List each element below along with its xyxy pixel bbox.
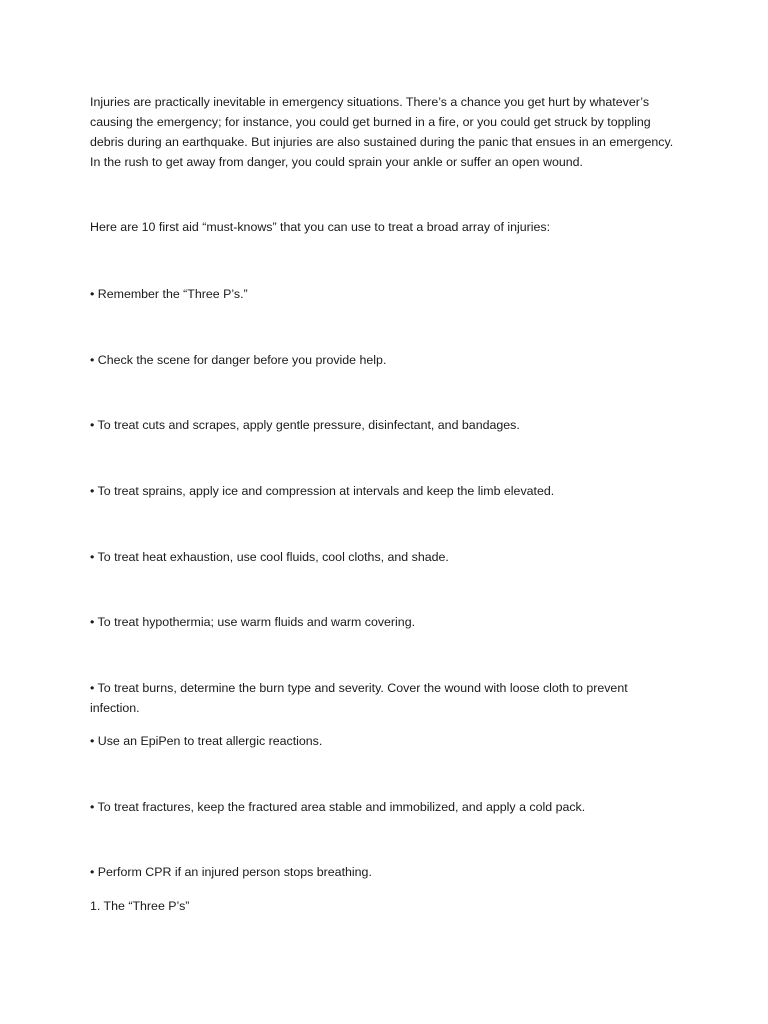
intro-paragraph: Injuries are practically inevitable in emergency situations. There’s a chance you get hurt by whatever’s causing the emergency; for instance, you could get burned in a fire, or you could get struck by toppling debris during an earthquake. But injuries are also sustained during the panic that ensues in an emergency. In the rush to get away from danger, you could sprain your ankle or suffer an open wound. (90, 95, 674, 169)
bullet-item: • To treat sprains, apply ice and compression at intervals and keep the limb elevated. (90, 484, 555, 498)
section-heading: 1. The “Three P’s” (90, 899, 190, 913)
bullet-item: • To treat cuts and scrapes, apply gentle pressure, disinfectant, and bandages. (90, 418, 520, 432)
bullet-item: • To treat heat exhaustion, use cool fluids, cool cloths, and shade. (90, 550, 449, 564)
bullet-item: • To treat burns, determine the burn type and severity. Cover the wound with loose cloth to prevent infection. (90, 681, 628, 715)
bullet-item: • To treat fractures, keep the fractured area stable and immobilized, and apply a cold pack. (90, 800, 586, 814)
bullet-item: • Remember the “Three P’s.” (90, 287, 248, 301)
bullet-item: • To treat hypothermia; use warm fluids and warm covering. (90, 615, 416, 629)
bullet-item: • Use an EpiPen to treat allergic reactions. (90, 734, 323, 748)
lead-paragraph: Here are 10 first aid “must-knows” that you can use to treat a broad array of injuries: (90, 220, 551, 234)
bullet-item: • Check the scene for danger before you provide help. (90, 353, 387, 367)
bullet-item: • Perform CPR if an injured person stops breathing. (90, 865, 372, 879)
